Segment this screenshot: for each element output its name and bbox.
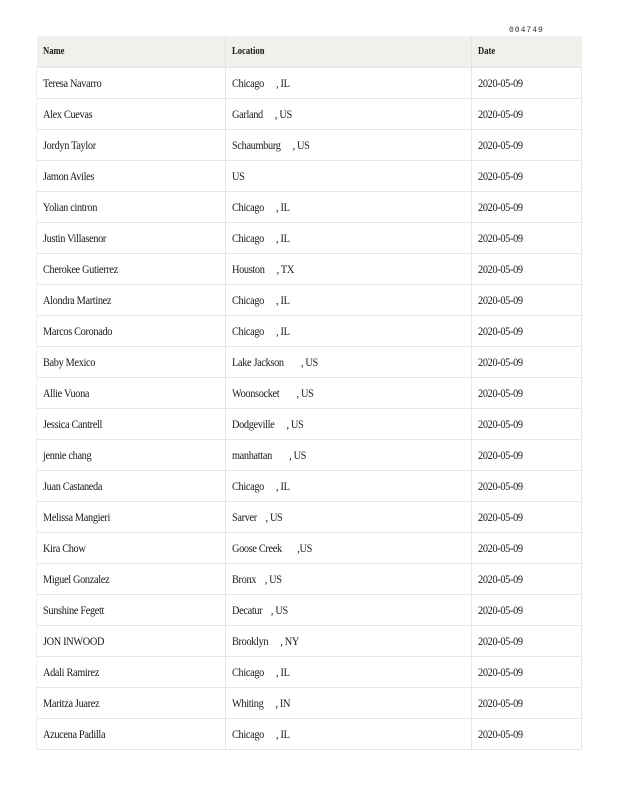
date-cell [472,688,582,719]
table-row [37,161,582,192]
date-cell [472,130,582,161]
location-region: ,US [297,540,313,555]
location-city: Decatur [232,602,263,617]
date-text: 2020-05-09 [478,230,523,245]
location-cell [226,254,472,285]
name-text: jennie chang [43,447,92,462]
location-city: US [232,168,245,183]
location-cell [226,409,472,440]
table-row [37,316,582,347]
name-cell [37,471,226,502]
location-region: , IL [276,199,290,214]
table-row [37,347,582,378]
name-text: Miguel Gonzalez [43,571,110,586]
location-city: Dodgeville [232,416,275,431]
date-cell [472,657,582,688]
location-city: Goose Creek [232,540,282,555]
table-row [37,409,582,440]
table-row [37,285,582,316]
location-city: Chicago [232,323,264,338]
name-text: Maritza Juarez [43,695,100,710]
name-cell [37,533,226,564]
location-cell [226,285,472,316]
location-region: , US [300,354,318,369]
date-cell [472,316,582,347]
location-city: Brooklyn [232,633,269,648]
location-cell [226,595,472,626]
name-text: Melissa Mangieri [43,509,111,524]
location-region: , US [292,137,310,152]
location-cell [226,440,472,471]
date-cell [472,502,582,533]
name-text: Allie Vuona [43,385,90,400]
location-region: , IL [276,478,290,493]
table-row [37,688,582,719]
table-row [37,130,582,161]
date-text: 2020-05-09 [478,323,523,338]
location-cell [226,502,472,533]
location-cell [226,564,472,595]
table-body [37,68,582,750]
date-text: 2020-05-09 [478,261,523,276]
name-cell [37,719,226,750]
location-cell [226,99,472,130]
date-text: 2020-05-09 [478,695,523,710]
location-cell [226,533,472,564]
location-cell [226,688,472,719]
date-text: 2020-05-09 [478,199,523,214]
date-cell [472,378,582,409]
location-cell [226,161,472,192]
name-text: JON INWOOD [43,633,105,648]
location-city: Chicago [232,199,264,214]
name-cell [37,409,226,440]
name-cell [37,347,226,378]
date-cell [472,626,582,657]
name-text: Juan Castaneda [43,478,103,493]
date-cell [472,99,582,130]
table-row [37,440,582,471]
name-cell [37,626,226,657]
location-city: Chicago [232,726,264,741]
table-header [37,36,582,68]
table-row [37,533,582,564]
date-cell [472,471,582,502]
name-cell [37,254,226,285]
name-text: Alondra Martinez [43,292,112,307]
table-row [37,595,582,626]
name-cell [37,99,226,130]
date-cell [472,564,582,595]
location-cell [226,192,472,223]
table-row [37,254,582,285]
location-region: , IL [276,323,290,338]
location-city: Chicago [232,292,264,307]
location-region: , IL [276,664,290,679]
table-row [37,99,582,130]
location-region: , US [274,106,292,121]
table-row [37,471,582,502]
location-city: manhattan [232,447,272,462]
date-cell [472,254,582,285]
location-city: Schaumburg [232,137,281,152]
date-cell [472,192,582,223]
date-text: 2020-05-09 [478,602,523,617]
location-cell [226,378,472,409]
name-text: Sunshine Fegett [43,602,105,617]
table-row [37,192,582,223]
location-city: Chicago [232,75,264,90]
date-cell [472,409,582,440]
name-cell [37,440,226,471]
date-text: 2020-05-09 [478,664,523,679]
date-cell [472,595,582,626]
name-text: Jamon Aviles [43,168,95,183]
date-text: 2020-05-09 [478,106,523,121]
date-text: 2020-05-09 [478,75,523,90]
name-text: Jordyn Taylor [43,137,96,152]
date-text: 2020-05-09 [478,726,523,741]
name-cell [37,68,226,99]
location-cell [226,719,472,750]
name-cell [37,378,226,409]
name-text: Yolian cintron [43,199,98,214]
header-row [37,36,582,68]
name-cell [37,285,226,316]
table-row [37,378,582,409]
date-text: 2020-05-09 [478,571,523,586]
location-region: , IL [276,726,290,741]
date-cell [472,223,582,254]
location-region: , IL [276,75,290,90]
name-cell [37,130,226,161]
location-city: Chicago [232,664,264,679]
location-region: , US [296,385,314,400]
column-header-location: Location [226,36,472,68]
date-text: 2020-05-09 [478,168,523,183]
table-row [37,564,582,595]
date-cell [472,68,582,99]
date-cell [472,440,582,471]
date-cell [472,719,582,750]
date-text: 2020-05-09 [478,354,523,369]
location-region: , US [286,416,304,431]
name-cell [37,223,226,254]
date-cell [472,161,582,192]
location-region: , US [289,447,307,462]
location-city: Lake Jackson [232,354,284,369]
location-city: Woonsocket [232,385,280,400]
location-city: Sarver [232,509,257,524]
date-text: 2020-05-09 [478,416,523,431]
location-region: , IL [276,292,290,307]
date-text: 2020-05-09 [478,633,523,648]
table-row [37,223,582,254]
page-number: 004749 [509,26,544,35]
date-text: 2020-05-09 [478,385,523,400]
name-cell [37,688,226,719]
location-cell [226,657,472,688]
table-row [37,626,582,657]
date-text: 2020-05-09 [478,447,523,462]
table-row [37,68,582,99]
location-city: Garland [232,106,263,121]
date-text: 2020-05-09 [478,478,523,493]
location-city: Chicago [232,478,264,493]
table-row [37,657,582,688]
name-cell [37,564,226,595]
name-cell [37,502,226,533]
location-cell [226,471,472,502]
location-cell [226,316,472,347]
date-text: 2020-05-09 [478,509,523,524]
location-cell [226,347,472,378]
name-cell [37,316,226,347]
date-cell [472,285,582,316]
name-cell [37,161,226,192]
name-text: Kira Chow [43,540,86,555]
name-text: Justin Villasenor [43,230,107,245]
column-header-date: Date [472,36,582,68]
name-text: Baby Mexico [43,354,96,369]
name-cell [37,657,226,688]
location-region: , US [270,602,288,617]
date-text: 2020-05-09 [478,137,523,152]
location-region: , TX [276,261,294,276]
name-text: Alex Cuevas [43,106,93,121]
name-cell [37,595,226,626]
name-text: Azucena Padilla [43,726,106,741]
location-city: Bronx [232,571,257,586]
name-text: Teresa Navarro [43,75,102,90]
location-cell [226,130,472,161]
table-row [37,502,582,533]
signature-table [36,36,582,750]
column-header-name: Name [37,36,226,68]
location-region: , IL [276,230,290,245]
location-city: Whiting [232,695,264,710]
date-text: 2020-05-09 [478,540,523,555]
location-cell [226,223,472,254]
name-text: Jessica Cantrell [43,416,102,431]
table-row [37,719,582,750]
location-region: , US [264,571,282,586]
name-text: Adali Ramirez [43,664,99,679]
location-region: , IN [275,695,291,710]
location-city: Chicago [232,230,264,245]
location-region: , NY [280,633,299,648]
name-cell [37,192,226,223]
location-cell [226,68,472,99]
location-city: Houston [232,261,265,276]
date-cell [472,347,582,378]
name-text: Cherokee Gutierrez [43,261,118,276]
date-text: 2020-05-09 [478,292,523,307]
name-text: Marcos Coronado [43,323,113,338]
location-region: , US [265,509,283,524]
date-cell [472,533,582,564]
location-cell [226,626,472,657]
